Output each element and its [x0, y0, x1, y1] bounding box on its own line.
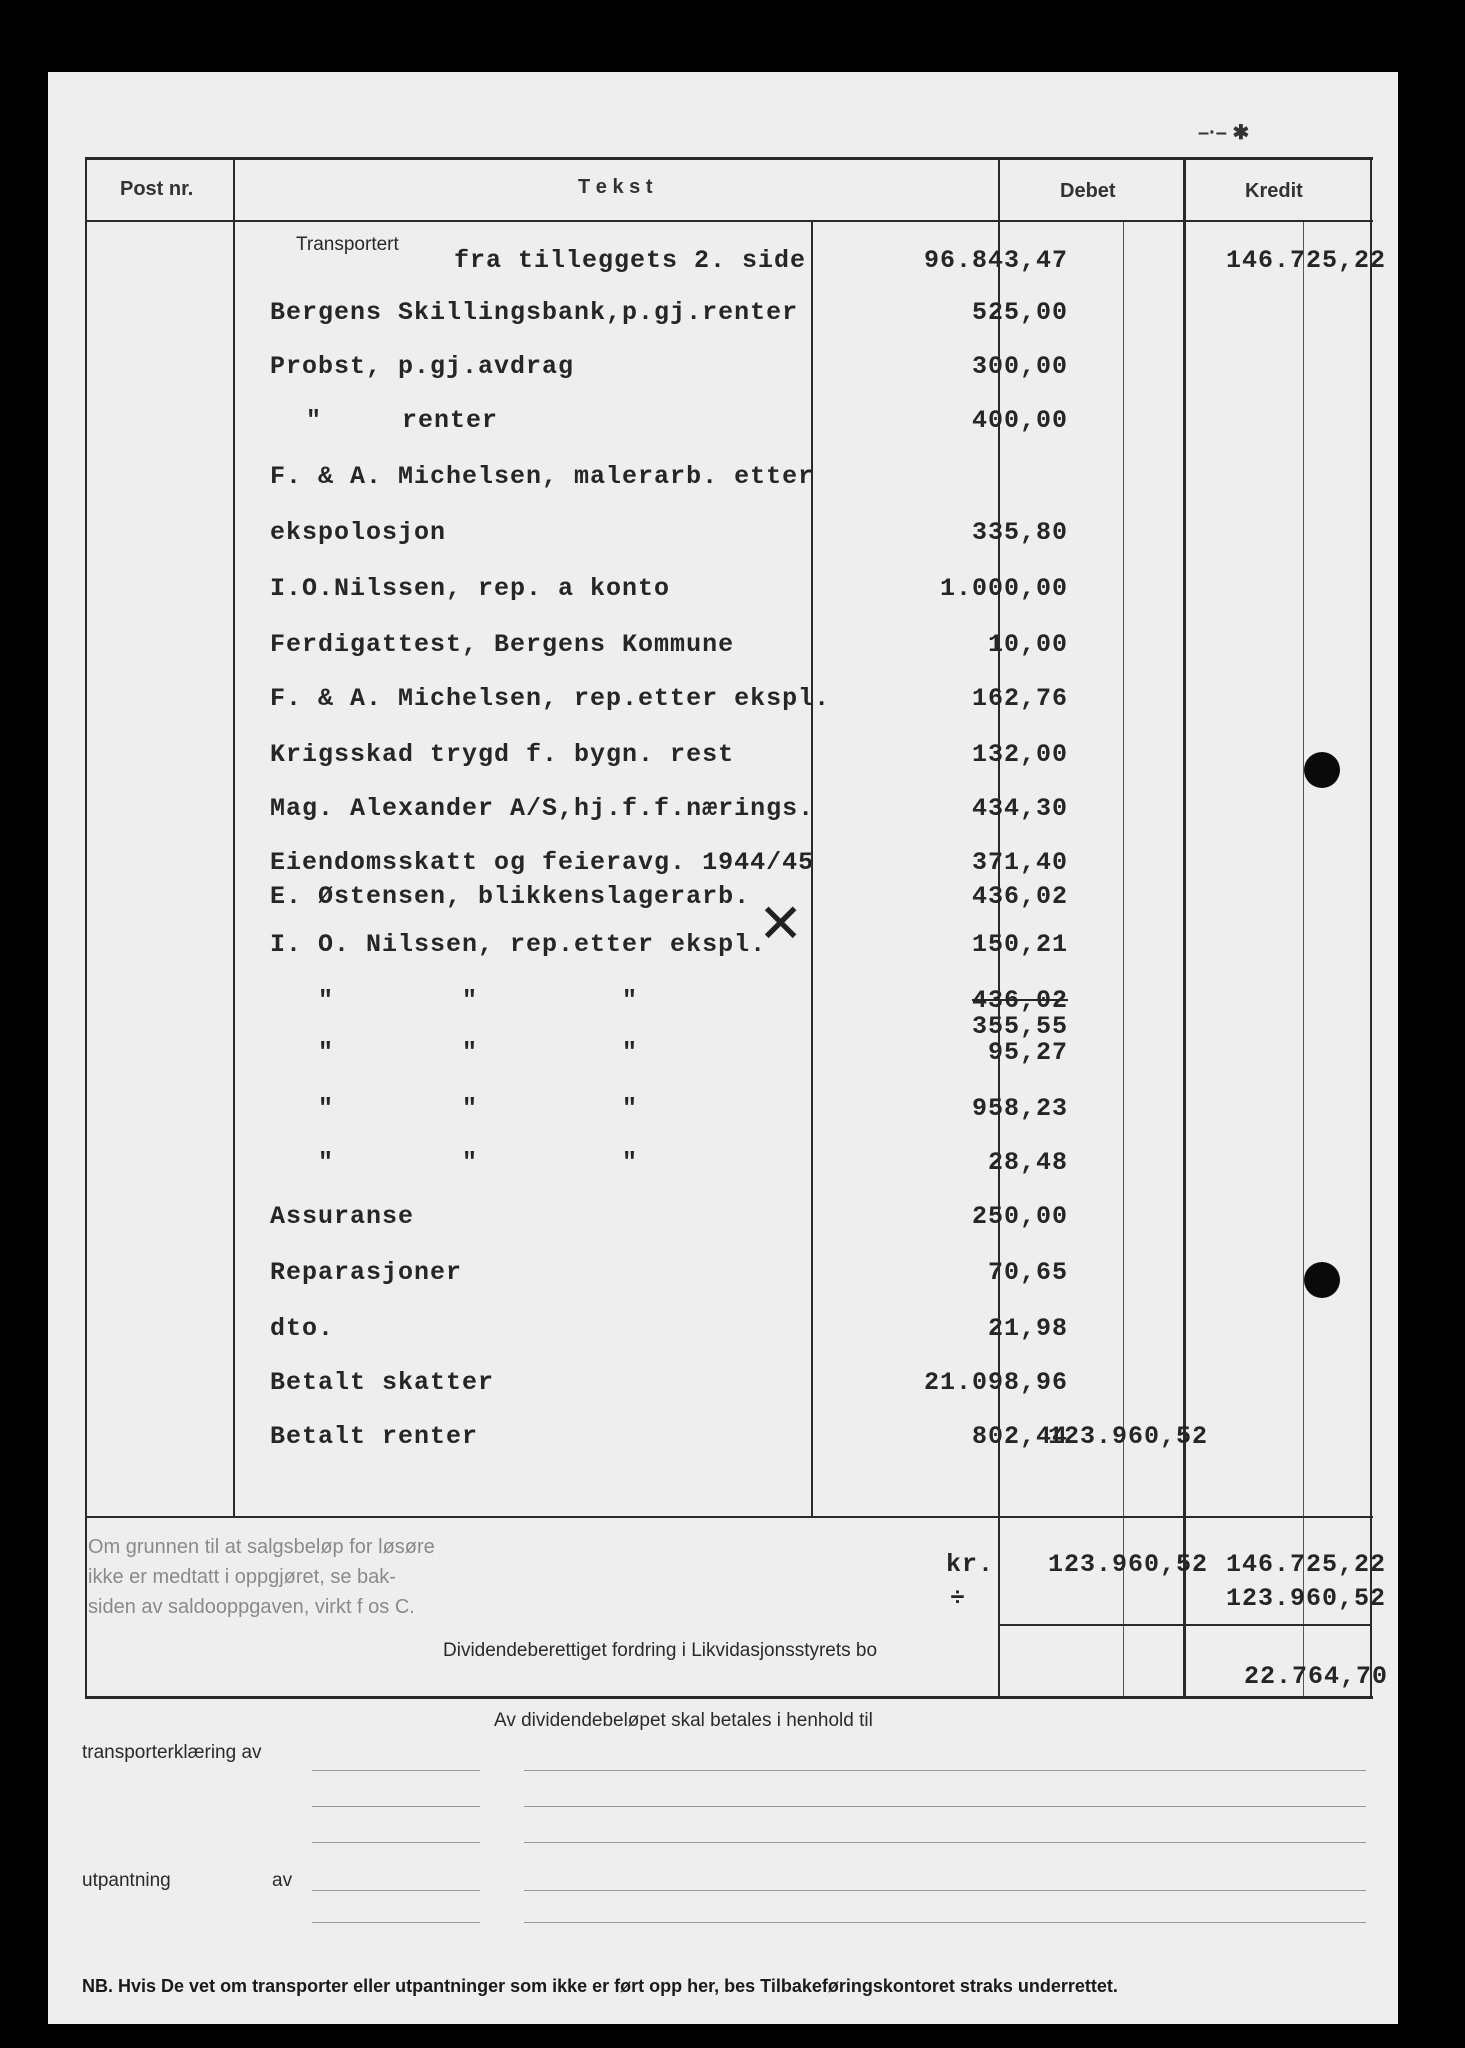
row-text: Ferdigattest, Bergens Kommune [270, 630, 735, 659]
row-text: " " " [318, 1148, 639, 1177]
row-amount: 95,27 [987, 1038, 1068, 1067]
row-amount: 28,48 [987, 1148, 1068, 1177]
table-right-border [1370, 157, 1372, 1697]
row-text: E. Østensen, blikkenslagerarb. [270, 882, 751, 911]
row-text: Betalt renter [270, 1422, 479, 1451]
row-text: F. & A. Michelsen, malerarb. etter [270, 462, 815, 491]
header-debet: Debet [1060, 180, 1116, 202]
row-amount: 21,98 [987, 1314, 1068, 1343]
postnr-column-divider [233, 157, 235, 1517]
faded-note-line: ikke er medtatt i oppgjøret, se bak- [88, 1566, 396, 1588]
row-text: ekspolosjon [270, 518, 447, 547]
header-post-nr: Post nr. [120, 178, 194, 200]
kr-label: kr. [946, 1550, 995, 1579]
nb-prefix: NB. [82, 1976, 113, 1996]
row-amount: 250,00 [971, 1202, 1068, 1231]
transport-field-line [312, 1842, 480, 1843]
row-text: Bergens Skillingsbank,p.gj.renter [270, 298, 799, 327]
kr-kredit-total: 146.725,22 [1225, 1550, 1386, 1579]
transport-label-field: transporterklæring av [82, 1742, 262, 1763]
row-amount: 436,02 [971, 882, 1068, 911]
row-text: dto. [270, 1314, 335, 1343]
row-text: F. & A. Michelsen, rep.etter ekspl. [270, 684, 831, 713]
dividend-label: Dividendeberettiget fordring i Likvidasjonsstyrets bo [443, 1640, 878, 1661]
transport-field-line [312, 1806, 480, 1807]
row-text: I.O.Nilssen, rep. a konto [270, 574, 671, 603]
row-amount: 958,23 [971, 1094, 1068, 1123]
row-amount: 371,40 [971, 848, 1068, 877]
kr-debet-total: 123.960,52 [1047, 1550, 1208, 1579]
transport-field-line [312, 1770, 480, 1771]
cross-mark-icon: ✕ [758, 894, 804, 954]
transport-amount: 96.843,47 [923, 246, 1068, 275]
header-kredit: Kredit [1245, 180, 1303, 202]
nb-note [82, 1976, 1118, 1997]
utpantning-field-line [524, 1890, 1366, 1891]
row-text: " renter [306, 406, 499, 435]
punch-hole [1304, 752, 1340, 788]
debet-subcolumn-line [1123, 222, 1124, 1697]
utpantning-field-line [312, 1890, 480, 1891]
utpantning-label: utpantning [82, 1870, 171, 1891]
row-amount: 335,80 [971, 518, 1068, 547]
utpantning-field-line [312, 1922, 480, 1923]
row-text: I. O. Nilssen, rep.etter ekspl. [270, 930, 767, 959]
row-text: " " " [318, 1094, 639, 1123]
debet-total: 123.960,52 [1047, 1422, 1208, 1451]
faded-note-line: Om grunnen til at salgsbeløp for løsøre [88, 1536, 435, 1558]
row-text: Assuranse [270, 1202, 415, 1231]
row-amount: 434,30 [971, 794, 1068, 823]
punch-hole [1304, 1262, 1340, 1298]
footer-subtitle: Av dividendebeløpet skal betales i henhold til [494, 1710, 873, 1731]
row-text: " " " [318, 986, 639, 1015]
row-text: Betalt skatter [270, 1368, 495, 1397]
row-amount: 355,55 [971, 1012, 1068, 1041]
row-amount: 132,00 [971, 740, 1068, 769]
row-amount: 10,00 [987, 630, 1068, 659]
row-text: Probst, p.gj.avdrag [270, 352, 575, 381]
transport-field-line [524, 1770, 1366, 1771]
row-amount: 525,00 [971, 298, 1068, 327]
faded-note-line: siden av saldooppgaven, virkt f os C. [88, 1596, 415, 1618]
transport-field-line [524, 1842, 1366, 1843]
row-text: " " " [318, 1038, 639, 1067]
document-page [48, 72, 1398, 2024]
totals-sub-line [998, 1624, 1372, 1626]
tekst-column-divider [998, 157, 1000, 1697]
table-left-border [85, 157, 87, 1697]
row-amount: 1.000,00 [939, 574, 1068, 603]
transport-field-line [524, 1806, 1366, 1807]
row-amount: 300,00 [971, 352, 1068, 381]
row-amount: 802,44 [971, 1422, 1068, 1451]
transport-kredit: 146.725,22 [1225, 246, 1386, 275]
kredit-subcolumn-line [1303, 222, 1304, 1697]
transport-label: Transportert [296, 234, 399, 255]
dividend-amount: 22.764,70 [1243, 1662, 1388, 1691]
minus-kredit: 123.960,52 [1225, 1584, 1386, 1613]
row-amount: 70,65 [987, 1258, 1068, 1287]
table-bottom-line [85, 1696, 1373, 1699]
row-amount-struck: 436,02 [971, 986, 1068, 1015]
row-text: Reparasjoner [270, 1258, 463, 1287]
row-amount: 400,00 [971, 406, 1068, 435]
row-amount: 162,76 [971, 684, 1068, 713]
row-amount: 150,21 [971, 930, 1068, 959]
row-text: Mag. Alexander A/S,hj.f.f.nærings. [270, 794, 815, 823]
table-header-border [85, 220, 1373, 222]
corner-mark: –·– ✱ [1198, 122, 1250, 144]
row-text: Eiendomsskatt og feieravg. 1944/45 [270, 848, 815, 877]
totals-top-line [85, 1516, 1373, 1518]
debet-kredit-divider [1183, 157, 1186, 1697]
av-label: av [272, 1870, 293, 1891]
row-amount: 21.098,96 [923, 1368, 1068, 1397]
row-text: Krigsskad trygd f. bygn. rest [270, 740, 735, 769]
nb-text: Hvis De vet om transporter eller utpantninger som ikke er ført opp her, bes Tilbakeføringskontoret straks underrettet. [118, 1976, 1118, 1996]
utpantning-field-line [524, 1922, 1366, 1923]
minus-label: ÷ [950, 1584, 967, 1613]
header-tekst: T e k s t [578, 176, 653, 198]
transport-text: fra tilleggets 2. side [454, 246, 807, 275]
table-top-border [85, 157, 1373, 160]
